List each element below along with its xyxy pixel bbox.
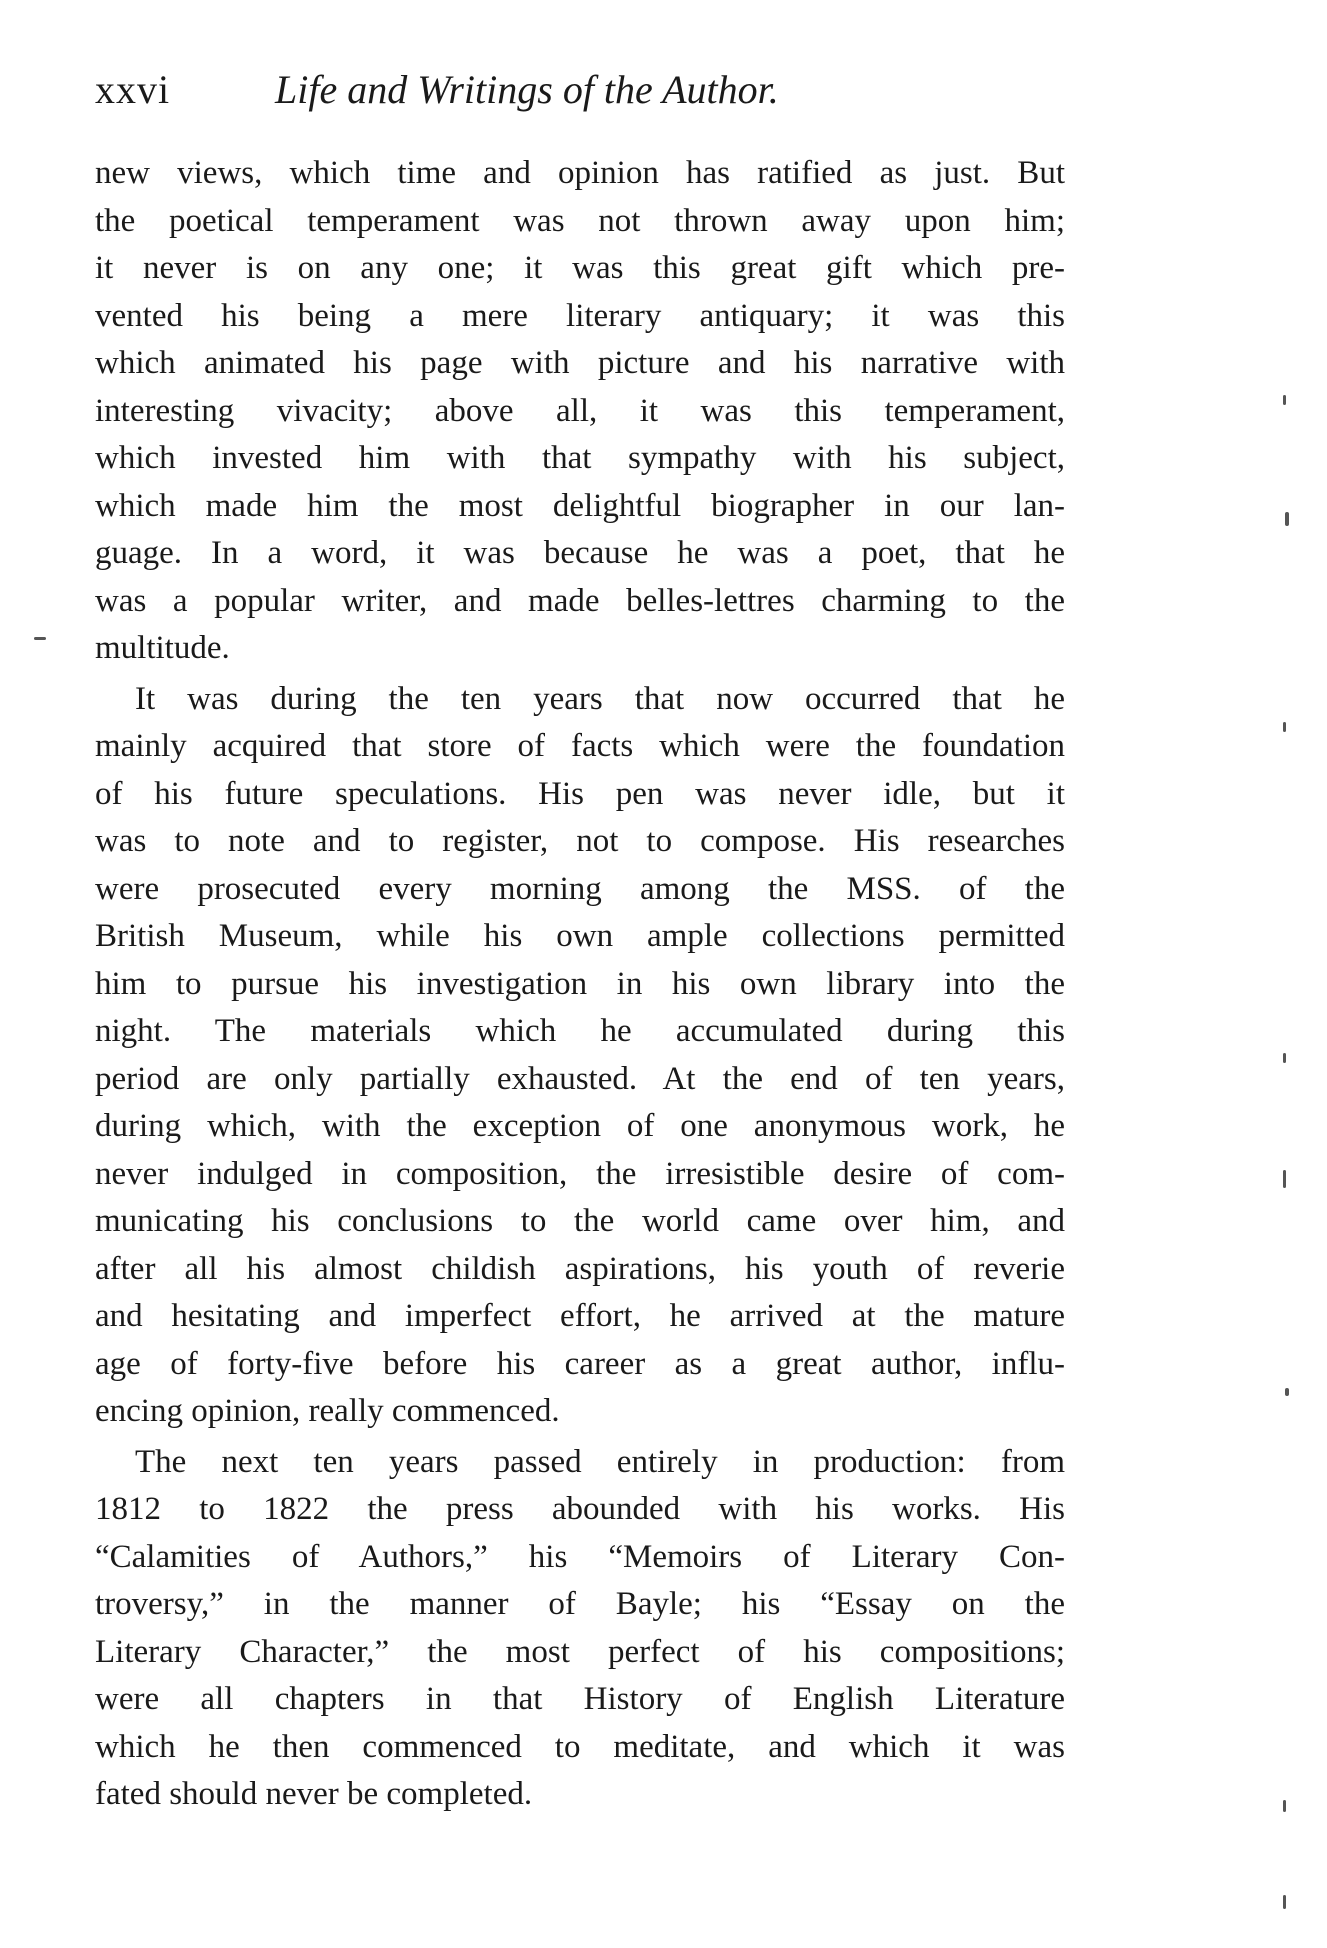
scan-speck (34, 637, 46, 640)
text-line: “Calamities of Authors,” his “Memoirs of Literary Con- (95, 1538, 1065, 1575)
body-text (95, 150, 1065, 1819)
scan-speck (1285, 1388, 1289, 1396)
running-head (95, 60, 1095, 120)
scan-speck (1283, 395, 1286, 405)
text-line: encing opinion, really commenced. (95, 1393, 560, 1429)
text-line: which invested him with that sympathy with his subject, (95, 440, 1065, 476)
text-line: and hesitating and imperfect effort, he arrived at the mature (95, 1298, 1065, 1334)
text-line: never indulged in composition, the irresistible desire of com- (95, 1155, 1065, 1192)
text-line: it never is on any one; it was this great gift which pre- (95, 250, 1065, 286)
text-line: mainly acquired that store of facts which were the foundation (95, 728, 1065, 764)
text-line: vented his being a mere literary antiquary; it was this (95, 297, 1065, 334)
text-line: which he then commenced to meditate, and which it was (95, 1728, 1065, 1765)
text-line: was a popular writer, and made belles-lettres charming to the (95, 582, 1065, 619)
text-line: fated should never be completed. (95, 1776, 533, 1812)
text-line: after all his almost childish aspirations, his youth of reverie (95, 1250, 1065, 1287)
text-line: night. The materials which he accumulated during this (95, 1013, 1065, 1049)
text-line: troversy,” in the manner of Bayle; his “Essay on the (95, 1586, 1065, 1622)
text-line: during which, with the exception of one anonymous work, he (95, 1108, 1065, 1144)
text-line: It was during the ten years that now occurred that he (135, 680, 1065, 717)
text-line: was to note and to register, not to compose. His researches (95, 823, 1065, 859)
text-line: multitude. (95, 630, 230, 666)
running-title: Life and Writings of the Author. (275, 67, 779, 112)
scan-speck (1283, 1800, 1286, 1812)
text-line: British Museum, while his own ample collections permitted (95, 918, 1065, 954)
text-line: were prosecuted every morning among the MSS. of the (95, 870, 1065, 907)
text-line: period are only partially exhausted. At the end of ten years, (95, 1060, 1065, 1097)
text-line: of his future speculations. His pen was never idle, but it (95, 775, 1065, 812)
text-line: which made him the most delightful biographer in our lan- (95, 487, 1065, 524)
scan-speck (1283, 1053, 1286, 1063)
text-line: were all chapters in that History of English Literature (95, 1681, 1065, 1717)
text-line: which animated his page with picture and his narrative with (95, 345, 1065, 381)
text-line: municating his conclusions to the world came over him, and (95, 1203, 1065, 1239)
text-line: age of forty-five before his career as a great author, influ- (95, 1345, 1065, 1382)
page-number: xxvi (95, 67, 171, 112)
text-line: him to pursue his investigation in his own library into the (95, 965, 1065, 1002)
text-line: Literary Character,” the most perfect of his compositions; (95, 1633, 1065, 1670)
text-line: guage. In a word, it was because he was a poet, that he (95, 535, 1065, 571)
scan-speck (1283, 1170, 1286, 1188)
scan-speck (1283, 722, 1286, 732)
text-line: The next ten years passed entirely in production: from (135, 1443, 1065, 1480)
text-line: the poetical temperament was not thrown away upon him; (95, 202, 1065, 239)
text-line: 1812 to 1822 the press abounded with his works. His (95, 1491, 1065, 1527)
scan-speck (1285, 512, 1289, 526)
text-line: new views, which time and opinion has ratified as just. But (95, 155, 1065, 191)
text-line: interesting vivacity; above all, it was this temperament, (95, 392, 1065, 429)
scan-speck (1283, 1895, 1286, 1909)
